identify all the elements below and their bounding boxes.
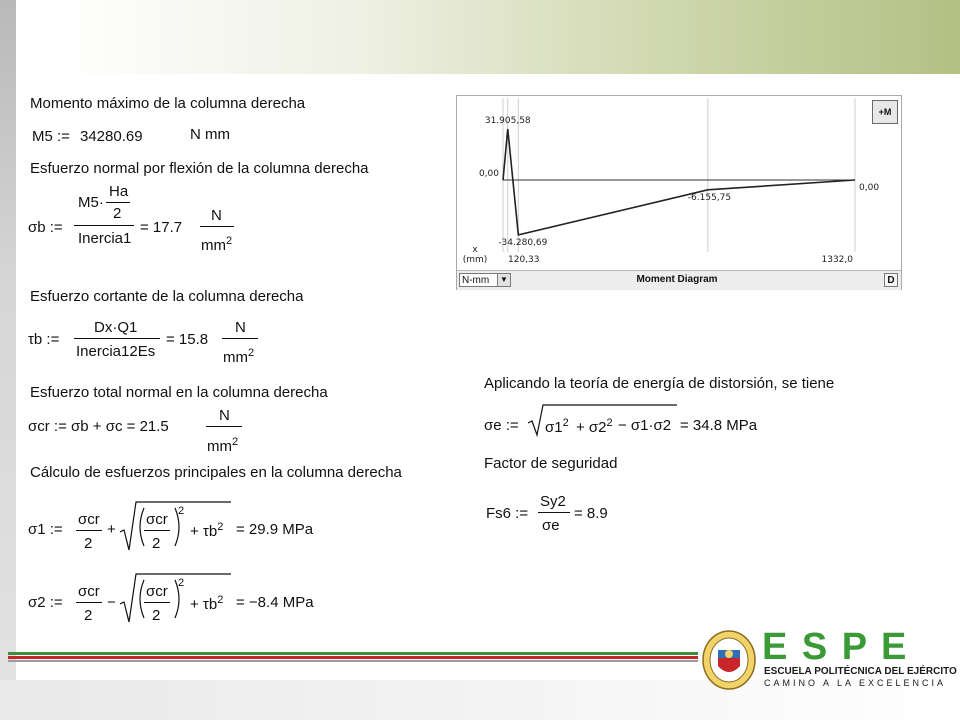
flexion-unit-top: N bbox=[211, 207, 222, 224]
flexion-label: Esfuerzo normal por flexión de la columna derecha bbox=[30, 160, 369, 177]
s1-frac-top: σcr bbox=[78, 511, 100, 528]
flexion-result: = 17.7 bbox=[140, 219, 183, 236]
total-label: Esfuerzo total normal en la columna derecha bbox=[30, 384, 328, 401]
momento-label: Momento máximo de la columna derecha bbox=[30, 95, 306, 112]
m5-unit: N mm bbox=[190, 126, 230, 143]
left-edge-shadow bbox=[0, 0, 16, 720]
principales-label: Cálculo de esfuerzos principales en la columna derecha bbox=[30, 464, 402, 481]
espe-line1: ESCUELA POLITÉCNICA DEL EJÉRCITO bbox=[764, 666, 957, 677]
flexion-bar bbox=[74, 225, 134, 226]
point-label: 31.905,58 bbox=[484, 115, 531, 126]
x-axis-unit-label: (mm) bbox=[462, 255, 488, 265]
cortante-lhs: τb := bbox=[28, 331, 60, 348]
cortante-unit-bot: $mm^2$ bbox=[223, 347, 255, 366]
s2-inner-top: σcr bbox=[146, 583, 168, 600]
espe-line2: CAMINO A LA EXCELENCIA bbox=[764, 678, 947, 688]
fs-bar bbox=[538, 512, 570, 513]
chevron-down-icon[interactable]: ▼ bbox=[497, 274, 510, 286]
s1-frac-bot: 2 bbox=[84, 535, 93, 552]
footer-stripe-gray bbox=[8, 660, 698, 662]
s1-frac-bar bbox=[76, 530, 102, 531]
moment-diagram-plot bbox=[457, 96, 901, 270]
cortante-label: Esfuerzo cortante de la columna derecha bbox=[30, 288, 304, 305]
fs-num: Sy2 bbox=[540, 493, 566, 510]
s2-inner-bot: 2 bbox=[152, 607, 161, 624]
m5-value: 34280.69 bbox=[80, 128, 143, 145]
x-tick-label: 120,33 bbox=[508, 255, 540, 265]
flexion-lhs: σb := bbox=[28, 219, 63, 236]
moment-series-line bbox=[503, 129, 855, 235]
s1-op: + bbox=[107, 521, 116, 538]
cortante-result: = 15.8 bbox=[166, 331, 209, 348]
cortante-num: Dx·Q1 bbox=[94, 319, 138, 336]
fs-lhs: Fs6 := bbox=[486, 505, 529, 522]
cortante-unit-top: N bbox=[235, 319, 246, 336]
cortante-den: Inercia12Es bbox=[76, 343, 156, 360]
unit-select[interactable] bbox=[459, 273, 511, 287]
s2-tail: + $\tau b^2$ bbox=[190, 594, 224, 613]
flexion-unit-bar bbox=[200, 226, 234, 227]
s2-inner-bar bbox=[144, 602, 170, 603]
total-expr: σcr := σb + σc = 21.5 bbox=[28, 418, 169, 435]
flexion-inner-bar bbox=[106, 202, 130, 203]
x-axis-label: x bbox=[472, 245, 478, 255]
s1-inner-bot: 2 bbox=[152, 535, 161, 552]
fs-den: σe bbox=[542, 517, 560, 534]
flexion-den: Inercia1 bbox=[78, 230, 132, 247]
se-mid2: − σ1·σ2 bbox=[618, 417, 672, 434]
s1-inner-bar bbox=[144, 530, 170, 531]
s1-inner-exp: 2 bbox=[178, 505, 185, 517]
top-banner bbox=[0, 0, 960, 74]
espe-brand: E S P E bbox=[762, 626, 909, 668]
s2-op: − bbox=[107, 594, 116, 611]
unit-select-value: N-mm bbox=[462, 275, 490, 286]
chart-title: Moment Diagram bbox=[636, 274, 718, 285]
fs-result: = 8.9 bbox=[574, 505, 608, 522]
total-unit-bar bbox=[206, 426, 242, 427]
plus-m-button[interactable]: +M bbox=[872, 100, 898, 124]
point-label: 0,00 bbox=[859, 183, 880, 193]
s2-frac-bar bbox=[76, 602, 102, 603]
se-lhs: σe := bbox=[484, 417, 519, 434]
total-unit-bot: $mm^2$ bbox=[207, 436, 239, 455]
footer-stripe-green bbox=[8, 652, 698, 655]
flexion-num-a: M5· bbox=[78, 194, 104, 211]
m5-lhs: M5 := bbox=[32, 128, 70, 145]
s2-frac-top: σcr bbox=[78, 583, 100, 600]
point-label: 0,00 bbox=[478, 169, 499, 179]
espe-crest-icon bbox=[700, 628, 758, 692]
s2-lhs: σ2 := bbox=[28, 594, 63, 611]
s1-lhs: σ1 := bbox=[28, 521, 63, 538]
footer-stripe-red bbox=[8, 656, 698, 659]
flexion-unit-bot: $mm^2$ bbox=[201, 235, 233, 254]
point-label: -34.280,69 bbox=[498, 237, 548, 248]
se-mid1: + $\sigma 2^2$ bbox=[576, 417, 613, 436]
s2-inner-exp: 2 bbox=[178, 577, 185, 589]
factor-label: Factor de seguridad bbox=[484, 455, 618, 472]
flexion-num-b-bot: 2 bbox=[113, 205, 122, 222]
s2-result: = −8.4 MPa bbox=[236, 594, 314, 611]
flexion-num-b-top: Ha bbox=[109, 183, 129, 200]
total-unit-top: N bbox=[219, 407, 230, 424]
point-label: -6.155,75 bbox=[687, 192, 732, 203]
distorsion-label: Aplicando la teoría de energía de distorsión, se tiene bbox=[484, 375, 835, 392]
cortante-unit-bar bbox=[222, 338, 258, 339]
s1-inner-top: σcr bbox=[146, 511, 168, 528]
x-tick-label: 1332,0 bbox=[821, 255, 853, 265]
s1-tail: + $\tau b^2$ bbox=[190, 521, 224, 540]
se-root: $\sigma 1^2$ bbox=[545, 417, 569, 436]
d-button[interactable]: D bbox=[884, 273, 898, 287]
se-result: = 34.8 MPa bbox=[680, 417, 758, 434]
chart-toolbar bbox=[457, 270, 901, 290]
s2-frac-bot: 2 bbox=[84, 607, 93, 624]
moment-diagram-panel bbox=[456, 95, 902, 290]
cortante-bar bbox=[74, 338, 160, 339]
s1-result: = 29.9 MPa bbox=[236, 521, 314, 538]
